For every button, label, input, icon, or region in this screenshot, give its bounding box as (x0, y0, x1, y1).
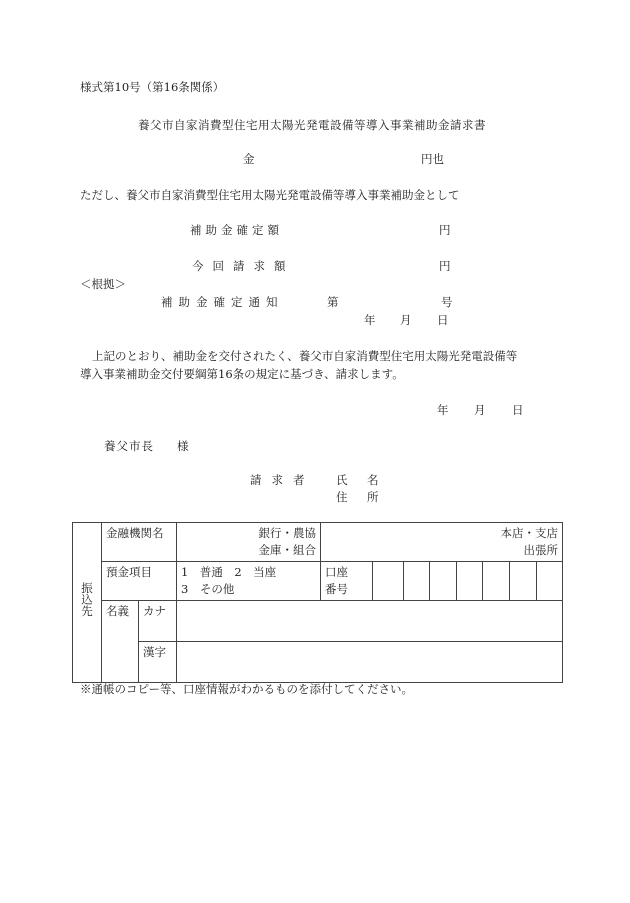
addressee-honorific: 様 (177, 439, 189, 453)
account-number-label: 口座 番号 (321, 562, 373, 601)
basis-heading: ＜根拠＞ (80, 277, 126, 291)
requester-name-label: 氏 名 (336, 473, 383, 487)
kana-label: カナ (139, 601, 177, 642)
basis-no-suffix: 号 (441, 295, 453, 309)
amount-suffix: 円也 (421, 152, 444, 166)
bank-transfer-table (72, 522, 563, 683)
document-title: 養父市自家消費型住宅用太陽光発電設備等導入事業補助金請求書 (138, 118, 486, 132)
basis-month: 月 (400, 313, 412, 327)
account-digit-1[interactable] (373, 562, 404, 601)
basis-day: 日 (437, 313, 449, 327)
account-holder-label: 名義 (102, 601, 139, 683)
transfer-destination-label: 振込先 (73, 523, 102, 683)
addressee-name: 養父市長 (104, 439, 154, 453)
attachment-note: ※通帳のコピー等、口座情報がわかるものを添付してください。 (80, 682, 414, 696)
deposit-type-label: 預金項目 (102, 562, 177, 601)
form-number: 様式第10号（第16条関係） (80, 80, 225, 94)
purpose-text: ただし、養父市自家消費型住宅用太陽光発電設備等導入事業補助金として (80, 188, 460, 202)
institution-label: 金融機関名 (102, 523, 177, 562)
confirmed-amount-label: 補助金確定額 (190, 223, 283, 237)
institution-name-field[interactable]: 銀行・農協 金庫・組合 (177, 523, 321, 562)
account-digit-2[interactable] (404, 562, 430, 601)
current-request-unit: 円 (439, 259, 451, 273)
confirmed-amount-unit: 円 (439, 223, 451, 237)
kanji-label: 漢字 (139, 642, 177, 683)
requester-address-label: 住 所 (336, 490, 383, 504)
current-request-label: 今回請求額 (192, 259, 295, 273)
body-line-1: 上記のとおり、補助金を交付されたく、養父市自家消費型住宅用太陽光発電設備等 (92, 349, 518, 363)
basis-year: 年 (364, 313, 376, 327)
amount-prefix: 金 (243, 152, 255, 166)
branch-name-field[interactable]: 本店・支店 出張所 (321, 523, 563, 562)
holder-kana-field[interactable] (177, 601, 563, 642)
account-digit-6[interactable] (510, 562, 537, 601)
account-digit-7[interactable] (537, 562, 563, 601)
holder-kanji-field[interactable] (177, 642, 563, 683)
deposit-type-options[interactable]: 1 普通 2 当座 3 その他 (177, 562, 321, 601)
requester-label: 請求者 (250, 473, 315, 487)
date-year: 年 (437, 403, 449, 417)
account-digit-3[interactable] (430, 562, 457, 601)
date-day: 日 (512, 403, 524, 417)
date-month: 月 (474, 403, 486, 417)
basis-no-prefix: 第 (327, 295, 339, 309)
account-digit-4[interactable] (457, 562, 483, 601)
account-digit-5[interactable] (483, 562, 510, 601)
body-line-2: 導入事業補助金交付要綱第16条の規定に基づき、請求します。 (80, 367, 404, 381)
basis-label: 補助金確定通知 (161, 295, 284, 309)
